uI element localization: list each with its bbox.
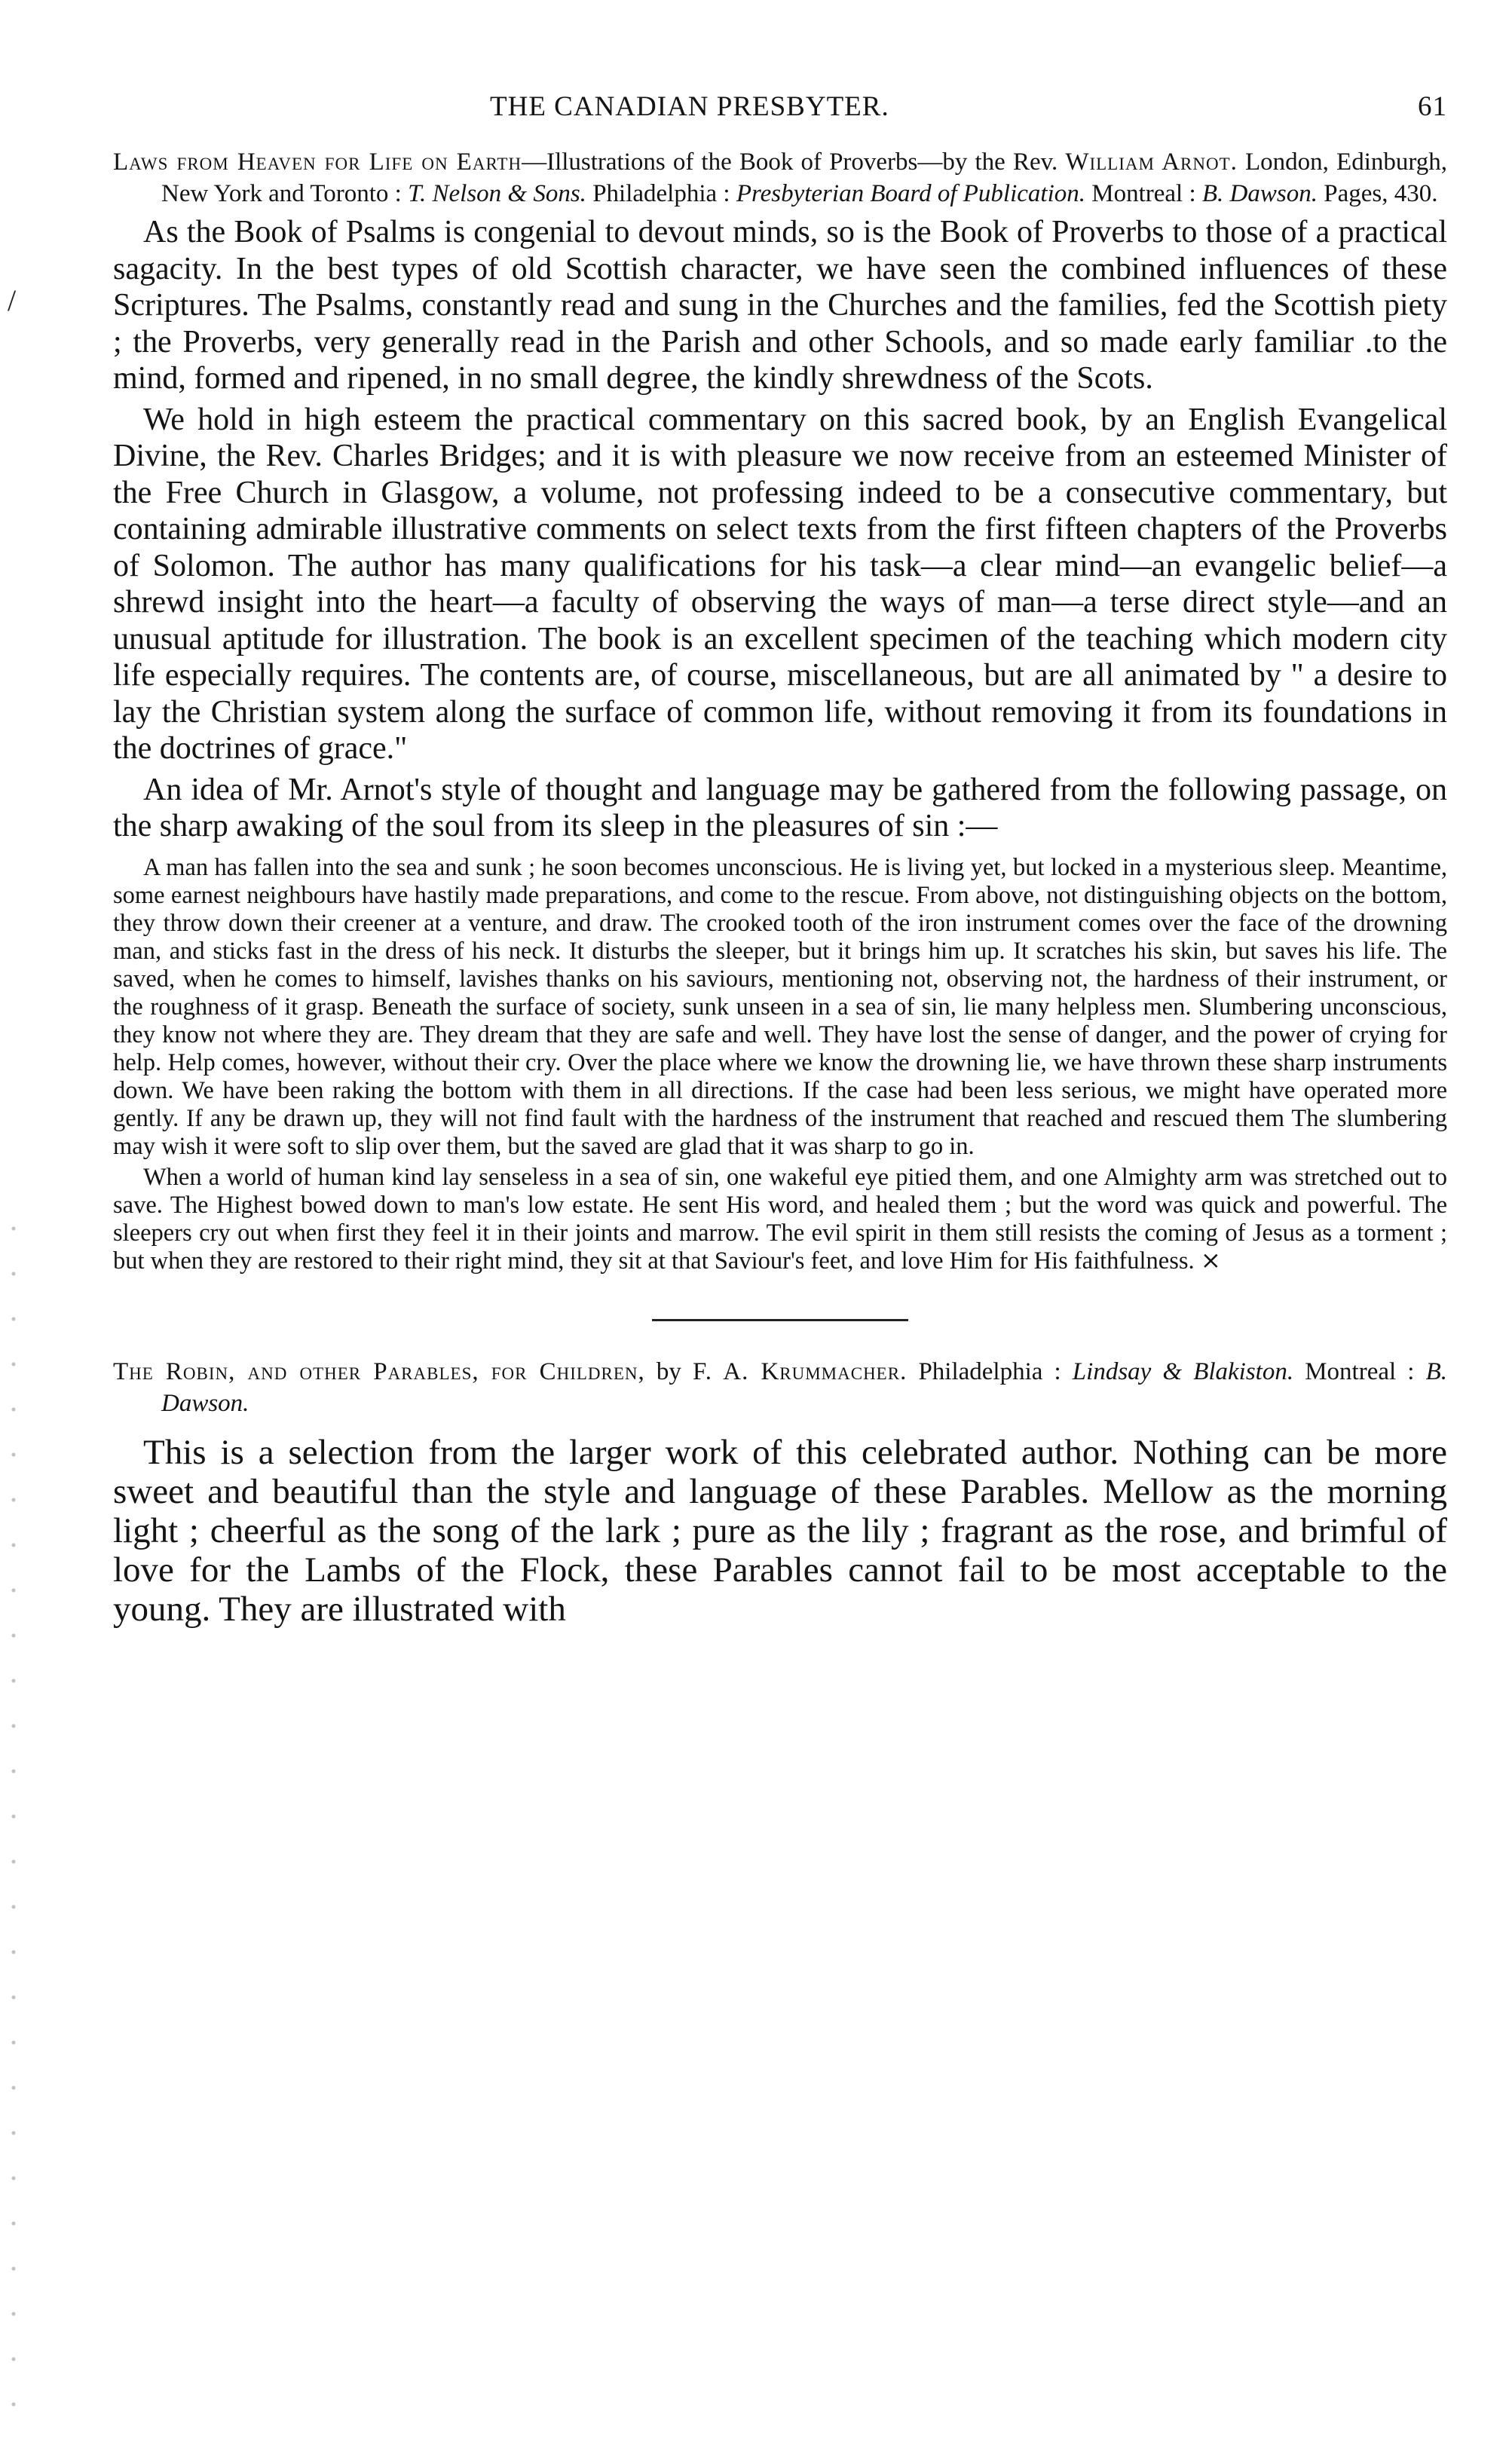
running-header [113, 83, 1447, 136]
review-paragraph: We hold in high esteem the practical commentary on this sacred book, by an English Evangelical Divine, the Rev. Charles Bridges; and it is with pleasure we now receive from an esteemed Minister of the Free Church in Glasgow, a volume, not professing indeed to be a consecutive commentary, but containing admirable illustrative comments on select texts from the first fifteen chapters of the Proverbs of Solomon. The author has many qualifications for his task—a clear mind—an evangelic belief—a shrewd insight into the heart—a faculty of observing the ways of man—a terse direct style—and an unusual aptitude for illustration. The book is an excellent specimen of the teaching which modern city life especially requires. The contents are, of course, miscellaneous, but are all animated by " a desire to lay the Christian system along the surface of common life, without removing it from its foundations in the doctrines of grace." [113, 402, 1447, 766]
citation-author: William Arnot. [1065, 148, 1238, 176]
page-number: 61 [1418, 91, 1447, 122]
section-divider [652, 1319, 908, 1321]
citation-title: Laws from Heaven for Life on Earth [113, 148, 522, 176]
citation-title: The Robin, and other Parables, for Children, [113, 1357, 645, 1385]
running-title: THE CANADIAN PRESBYTER. [490, 91, 889, 122]
citation-publisher-3: B. Dawson. [1201, 180, 1318, 207]
quoted-passage [113, 1164, 1447, 1275]
citation-author: F. A. Krummacher. [693, 1357, 908, 1385]
citation-pages: Pages, 430. [1317, 180, 1438, 207]
citation-city-2: Philadelphia : [586, 180, 736, 207]
citation-city-1: Philadelphia : [907, 1357, 1073, 1385]
review-paragraph: An idea of Mr. Arnot's style of thought and language may be gathered from the following passage, on the sharp awaking of the soul from its sleep in the pleasures of sin :— [113, 772, 1447, 843]
citation-publisher-2: B. Dawson. [161, 1357, 1447, 1417]
citation-city-2: Montreal : [1293, 1357, 1426, 1385]
review-citation-2 [113, 1356, 1447, 1419]
quoted-passage: A man has fallen into the sea and sunk ; he soon becomes unconscious. He is living yet, but locked in a mysterious sleep. Meantime, some earnest neighbours have hastily made preparations, and come to the rescue. From above, not distinguishing objects on the bottom, they throw down their creener at a venture, and draw. The crooked tooth of the iron instrument comes over the face of the drowning man, and sticks fast in the dress of his neck. It disturbs the sleeper, but it brings him up. It scratches his skin, but saves his life. The saved, when he comes to himself, lavishes thanks on his saviours, mentioning not, observing not, the hardness of their instrument, or the roughness of it grasp. Beneath the surface of society, sunk unseen in a sea of sin, lie many helpless men. Slumbering unconscious, they know not where they are. They dream that they are safe and well. They have lost the sense of danger, and the power of crying for help. Help comes, however, without their cry. Over the place where we know the drowning lie, we have thrown these sharp instruments down. We have been raking the bottom with them in all directions. If the case had been less serious, we might have operated more gently. If any be drawn up, they will not find fault with the hardness of the instrument that reached and rescued them The slumbering may wish it were soft to slip over them, but the saved are glad that it was sharp to go in. [113, 853, 1447, 1160]
margin-check-mark: / [8, 283, 17, 317]
page [8, 83, 1448, 2419]
citation-author-prefix: Rev. [1012, 148, 1066, 176]
page-edge-shadow [6, 1206, 21, 2412]
quoted-passage-text: When a world of human kind lay senseless in a sea of sin, one wakeful eye pitied them, and one Almighty arm was stretched out to save. The Highest bowed down to man's low estate. He sent His word, and healed them ; but the word was quick and powerful. The sleepers cry out when first they feel it in their joints and marrow. The evil spirit in them still resists the coming of Jesus as a torment ; but when they are restored to their right mind, they sit at that Saviour's feet, and love Him for His faithfulness. [113, 1163, 1447, 1275]
review-paragraph: This is a selection from the larger work of this celebrated author. Nothing can be more sweet and beautiful than the style and language of these Parables. Mellow as the morning light ; cheerful as the song of the lark ; pure as the lily ; fragrant as the rose, and brimful of love for the Lambs of the Flock, these Parables cannot fail to be most acceptable to the young. They are illustrated with [113, 1432, 1447, 1629]
citation-by: by [644, 1357, 693, 1385]
review-paragraph: As the Book of Psalms is congenial to devout minds, so is the Book of Proverbs to those of a practical sagacity. In the best types of old Scottish character, we have seen the combined influences of these Scriptures. The Psalms, constantly read and sung in the Churches and the families, fed the Scottish piety ; the Proverbs, very generally read in the Parish and other Schools, and so made early familiar .to the mind, formed and ripened, in no small degree, the kindly shrewdness of the Scots. [113, 215, 1447, 396]
citation-places: London, Edinburgh, New York and Toronto : [161, 148, 1448, 207]
citation-publisher-1: Lindsay & Blakiston. [1072, 1357, 1294, 1385]
review-citation-1 [113, 146, 1447, 210]
citation-subtitle: —Illustrations of the Book of Proverbs—by the [522, 148, 1005, 176]
citation-publisher-1: T. Nelson & Sons. [408, 180, 586, 207]
citation-publisher-2: Presbyterian Board of Publication. [736, 180, 1085, 207]
end-mark: ⨯ [1200, 1247, 1221, 1275]
citation-city-3: Montreal : [1085, 180, 1202, 207]
